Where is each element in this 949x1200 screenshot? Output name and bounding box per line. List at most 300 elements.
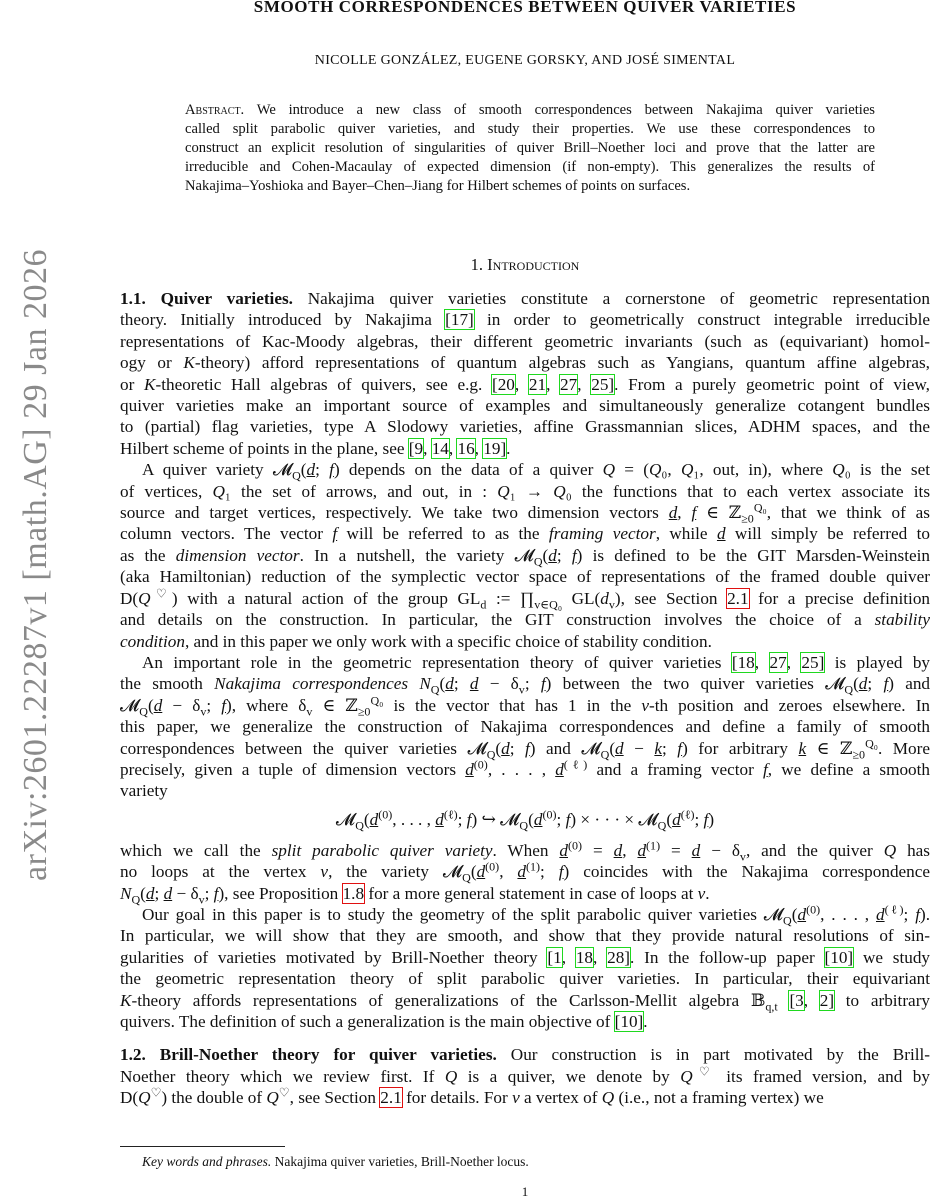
text-run: , and in this paper we only work with a specific choice of stability condition. xyxy=(184,631,712,651)
underlined-vector: d xyxy=(476,862,486,882)
text-run: and details on the construction. In particular, the GIT construction involves the choice of a xyxy=(120,610,875,630)
superscript: ♡ xyxy=(692,1064,716,1079)
text-line xyxy=(120,545,930,569)
footnote xyxy=(142,1154,529,1170)
underlined-vector: d xyxy=(613,840,623,860)
text-run: Nakajima quiver varieties constitute a cornerstone of geometric representation xyxy=(292,289,930,308)
text-run: ( xyxy=(470,862,477,882)
italic-text: Q xyxy=(266,1088,279,1108)
text-run: as the xyxy=(120,545,176,565)
text-run: has xyxy=(896,840,930,860)
italic-text: Q xyxy=(648,460,662,480)
underlined-vector: d xyxy=(163,883,173,903)
text-run: ∈ ℤ xyxy=(312,695,358,715)
subscript: Q xyxy=(519,818,529,833)
text-line xyxy=(120,374,930,395)
text-run: for details. For xyxy=(401,1088,513,1108)
superscript: (1) xyxy=(526,859,541,874)
underlined-vector: d xyxy=(548,545,557,565)
text-run: ; xyxy=(556,545,572,565)
text-run: ) is defined to be the GIT Marsden-Weinstein xyxy=(576,545,930,565)
text-run: or xyxy=(120,374,145,394)
text-run: ), see Proposition xyxy=(218,883,343,903)
text-run: called split parabolic quiver varieties, and study their properties. We use these correspondences to xyxy=(185,121,875,137)
superscript: (0) xyxy=(542,807,557,822)
text-run: ∈ ℤ xyxy=(806,738,853,758)
text-run: , we define a smooth xyxy=(767,759,931,779)
paragraph-goal xyxy=(120,904,930,1032)
text-run: , while xyxy=(655,524,717,544)
text-line xyxy=(120,523,930,544)
text-run: , xyxy=(677,503,692,523)
text-line xyxy=(120,947,930,968)
text-line xyxy=(120,500,930,526)
text-line xyxy=(185,139,875,158)
superscript: Q₀ xyxy=(753,500,767,515)
underlined-vector: f xyxy=(691,503,697,523)
text-run: ; xyxy=(540,862,559,882)
text-line xyxy=(120,716,930,737)
text-line xyxy=(120,438,930,459)
underlined-vector: f xyxy=(332,524,338,544)
citation-link[interactable]: [10] xyxy=(614,1012,644,1031)
text-run: ) for arbitrary xyxy=(682,738,799,758)
text-run: − δ xyxy=(478,674,519,694)
paragraph-nakajima-correspondences xyxy=(120,652,930,802)
text-run: in order to geometrically construct integrable irreducible xyxy=(473,310,930,330)
display-equation xyxy=(120,808,930,832)
superscript: (0) xyxy=(473,757,488,772)
text-run: which we call the xyxy=(120,840,272,860)
text-run: ( xyxy=(853,674,859,694)
text-line xyxy=(185,101,875,120)
text-line xyxy=(185,158,875,177)
text-run: 𝓜 xyxy=(335,809,356,829)
text-run: , xyxy=(577,374,592,394)
text-run: is a quiver, we denote by xyxy=(457,1066,681,1086)
text-run: ₀ the functions that to each vertex associate its xyxy=(565,481,931,501)
text-run: − δ xyxy=(172,883,199,903)
text-run: construct an explicit resolution of singularities of quiver Brill–Noether loci and prove that the latter are xyxy=(185,140,875,156)
italic-text: Q xyxy=(832,460,845,480)
text-run: (aka Hamiltonian) reduction of the symplectic vector space of representations of the framed double quiver xyxy=(120,567,930,587)
subscript: q,t xyxy=(765,999,778,1014)
text-run: Nakajima–Yoshioka and Bayer–Chen–Jiang for Hilbert schemes of points on surfaces. xyxy=(185,178,691,194)
citation-link[interactable]: 14 xyxy=(431,438,449,458)
underlined-vector: d xyxy=(153,695,163,715)
subscript: ≥0 xyxy=(741,511,754,526)
text-run: (i.e., not a framing vertex) we xyxy=(614,1088,824,1108)
superscript: (1) xyxy=(646,838,661,853)
underlined-vector: d xyxy=(615,738,624,758)
underlined-vector: f xyxy=(558,862,564,882)
text-run: , xyxy=(803,990,820,1010)
superscript: Q₀ xyxy=(865,735,878,750)
text-run: variety xyxy=(120,781,168,801)
underlined-vector: d xyxy=(469,674,479,694)
subscript: Q xyxy=(844,682,854,697)
underlined-vector: d xyxy=(716,524,726,544)
underlined-vector: d xyxy=(501,738,510,758)
text-run: We introduce a new class of smooth correspondences between Nakajima quiver varieties xyxy=(244,102,875,118)
text-line xyxy=(120,288,930,309)
text-line xyxy=(120,902,931,928)
text-run: -th position and zeroes elsewhere. In xyxy=(648,695,931,715)
underlined-vector: k xyxy=(798,738,807,758)
subscript: ≥0 xyxy=(357,704,371,719)
text-run: ) and xyxy=(888,674,931,694)
citation-link[interactable]: [17] xyxy=(445,310,474,330)
underlined-vector: f xyxy=(571,545,577,565)
text-line xyxy=(120,692,931,719)
underlined-vector: f xyxy=(883,674,889,694)
paragraph-split-parabolic xyxy=(120,840,930,904)
subscript: v xyxy=(198,892,205,906)
text-line xyxy=(120,1087,930,1108)
underlined-vector: d xyxy=(637,840,647,860)
paper-title: SMOOTH CORRESPONDENCES BETWEEN QUIVER VARIETIES xyxy=(253,0,797,16)
text-run: to arbitrary xyxy=(834,990,931,1010)
text-run: ₁ → xyxy=(509,481,554,501)
subscript: v xyxy=(739,849,746,864)
italic-text: Nakajima correspondences N xyxy=(214,674,431,694)
text-line xyxy=(120,1066,930,1087)
italic-text: Q xyxy=(444,1066,458,1086)
text-line xyxy=(120,968,930,989)
bold-heading: 1.1. Quiver varieties. xyxy=(120,289,293,308)
underlined-vector: f xyxy=(540,674,546,694)
subscript: Q xyxy=(430,682,440,697)
text-run: = xyxy=(582,840,614,860)
citation-link[interactable]: 16 xyxy=(457,438,475,458)
underlined-vector: f xyxy=(213,883,219,903)
italic-text: Q xyxy=(553,481,566,501)
text-run: = xyxy=(660,840,692,860)
citation-link[interactable]: 28] xyxy=(607,947,631,967)
underlined-vector: f xyxy=(677,738,683,758)
subscript: Q xyxy=(139,704,148,719)
text-run: will simply be referred to xyxy=(725,524,930,544)
text-run: ) xyxy=(708,809,715,829)
text-run: . xyxy=(705,883,710,903)
text-run: theory. Initially introduced by Nakajima xyxy=(120,310,446,330)
italic-text: v xyxy=(512,1088,520,1108)
text-run: ) × · · · × 𝓜 xyxy=(570,809,658,829)
text-run: , that we think of as xyxy=(766,503,930,523)
body-text xyxy=(120,288,930,1109)
text-line xyxy=(120,652,930,673)
text-line xyxy=(185,120,875,139)
text-run: . More xyxy=(877,738,930,758)
underlined-vector: d xyxy=(369,809,379,829)
superscript: (ℓ) xyxy=(884,902,904,917)
underlined-vector: d xyxy=(465,759,474,779)
text-run: will be referred to as the xyxy=(337,524,549,544)
text-run: quiver varieties make an important source of examples and simultaneously generalize cotangent bundles xyxy=(120,396,930,416)
page-number: 1 xyxy=(521,1184,529,1199)
underlined-vector: d xyxy=(533,809,543,829)
footnote-text: Nakajima quiver varieties, Brill-Noether locus. xyxy=(271,1154,529,1169)
text-run: , xyxy=(561,947,576,967)
subscript: Q xyxy=(486,746,496,761)
text-run: gularities of varieties motivated by Brill-Noether theory xyxy=(120,947,548,967)
text-line xyxy=(120,883,930,904)
text-line xyxy=(120,780,930,801)
underlined-vector: f xyxy=(525,738,530,758)
text-line xyxy=(120,395,930,416)
text-run: GL( xyxy=(562,588,601,608)
text-run: . xyxy=(506,438,511,458)
text-run: An important role in the geometric representation theory of quiver varieties xyxy=(142,652,732,672)
text-run: ogy or xyxy=(120,353,184,373)
text-run: ₀ is the set xyxy=(844,460,931,480)
text-run: ( xyxy=(542,545,549,565)
text-line xyxy=(120,838,930,864)
text-run: D( xyxy=(120,588,139,608)
footnote-rule xyxy=(120,1146,285,1147)
text-run: for a more general statement in case of loops at xyxy=(364,883,698,903)
citation-link[interactable]: 19] xyxy=(483,438,507,458)
citation-link[interactable]: [9 xyxy=(408,438,424,458)
italic-text: K xyxy=(144,374,156,394)
text-run: column vectors. The vector xyxy=(120,524,333,544)
text-run: is played by xyxy=(824,652,931,672)
citation-link[interactable]: 27 xyxy=(769,652,787,672)
subscript: v∈Q₀ xyxy=(534,597,563,612)
text-run: ; xyxy=(556,809,566,829)
text-run: Hilbert scheme of points in the plane, see xyxy=(120,438,409,458)
text-run: the smooth xyxy=(120,674,215,694)
text-run: ; xyxy=(524,674,541,694)
text-line xyxy=(120,609,930,630)
text-line xyxy=(120,925,930,946)
superscript: (0) xyxy=(485,859,500,874)
text-run: . In a nutshell, the variety 𝓜 xyxy=(299,545,534,565)
text-run: ). xyxy=(920,904,931,924)
subscript: Q xyxy=(131,892,141,906)
superscript: ♡ xyxy=(150,585,172,600)
text-run: ₀, xyxy=(661,460,681,480)
reference-link[interactable]: 2.1 xyxy=(727,588,749,608)
text-line xyxy=(120,481,930,502)
text-run: ; xyxy=(154,883,164,903)
small-caps-label: Abstract. xyxy=(185,102,245,118)
text-run: 𝓜 xyxy=(120,695,140,715)
text-run: ; xyxy=(204,883,214,903)
text-line xyxy=(120,673,931,697)
text-run: ( xyxy=(363,809,370,829)
text-run: ; xyxy=(206,695,222,715)
text-run: ( xyxy=(300,460,307,480)
underlined-vector: d xyxy=(559,840,568,860)
text-line xyxy=(120,990,931,1014)
text-run: , xyxy=(622,840,638,860)
subscript: Q xyxy=(355,818,364,833)
text-run: − xyxy=(623,738,655,758)
text-run: source and target vertices, respectively. We take two dimension vectors xyxy=(120,503,669,523)
text-run: , xyxy=(786,652,802,672)
italic-text: Q xyxy=(138,1088,151,1108)
superscript: ♡ xyxy=(278,1085,290,1100)
citation-link[interactable]: 27 xyxy=(560,374,578,394)
italic-text: N xyxy=(120,883,132,903)
superscript: (0) xyxy=(568,838,583,853)
underlined-vector: d xyxy=(145,883,155,903)
text-run: ; xyxy=(662,738,678,758)
italic-text: Q xyxy=(680,1066,693,1086)
text-run: ∈ ℤ xyxy=(696,503,742,523)
superscript: (0) xyxy=(378,807,393,822)
italic-text: v xyxy=(320,862,329,882)
text-run: for a precise definition xyxy=(748,588,931,608)
citation-link[interactable]: [20 xyxy=(491,374,515,394)
text-run: . When xyxy=(492,840,560,860)
text-run: and a framing vector xyxy=(587,759,764,779)
text-run: ; xyxy=(509,738,526,758)
italic-text: K xyxy=(183,353,195,373)
text-run: , . . . , xyxy=(487,759,556,779)
text-run: ₁, out, in), where xyxy=(693,460,833,480)
text-line xyxy=(120,735,930,761)
text-run: A quiver variety 𝓜 xyxy=(142,460,293,480)
citation-link[interactable]: 18 xyxy=(575,947,594,967)
subscript: v xyxy=(608,597,615,612)
underlined-vector: f xyxy=(703,809,709,829)
text-run: ; xyxy=(457,809,467,829)
underlined-vector: d xyxy=(876,904,885,924)
paragraph-brill-noether xyxy=(120,1044,930,1108)
text-run: ( xyxy=(495,738,502,758)
text-run: , xyxy=(546,374,561,394)
italic-text: stability xyxy=(874,610,930,630)
text-run: ), where δ xyxy=(226,695,307,715)
text-run: its framed version, and by xyxy=(715,1066,930,1086)
italic-text: v xyxy=(697,883,706,903)
text-run: , xyxy=(474,438,484,458)
text-run: , and the quiver xyxy=(745,840,884,860)
text-line xyxy=(120,1011,930,1032)
text-run: ; xyxy=(453,674,470,694)
text-run: ( xyxy=(147,695,154,715)
text-line xyxy=(120,566,930,587)
text-run: . xyxy=(643,1012,648,1031)
text-line xyxy=(120,1044,930,1065)
text-line xyxy=(120,859,931,885)
underlined-vector: f xyxy=(466,809,472,829)
italic-text: Q xyxy=(601,1088,615,1108)
italic-text: framing vector xyxy=(548,524,656,544)
superscript: (ℓ) xyxy=(563,757,588,772)
citation-link[interactable]: [10] xyxy=(824,947,854,967)
text-run: − δ xyxy=(162,695,201,715)
text-run: ) with a natural action of the group GL xyxy=(171,588,481,608)
citation-link[interactable]: [18 xyxy=(731,652,755,672)
text-run: -theory affords representations of generalizations of the Carlsson-Mellit algebra 𝔹 xyxy=(131,990,766,1010)
subscript: d xyxy=(480,597,487,612)
underlined-vector: d xyxy=(691,840,701,860)
underlined-vector: d xyxy=(672,809,681,829)
text-run: to (partial) flag varieties, type A Slodowy varieties, affine Grassmannian slices, ADHM spaces, and the xyxy=(120,417,930,437)
italic-text: d xyxy=(600,588,609,608)
underlined-vector: d xyxy=(306,460,316,480)
subscript: Q xyxy=(783,913,792,928)
text-run: , the variety 𝓜 xyxy=(328,862,463,882)
text-run: a vertex of xyxy=(519,1088,602,1108)
text-run: Our construction is in part motivated by the Brill- xyxy=(496,1045,931,1065)
italic-text: condition xyxy=(120,631,185,651)
reference-link[interactable]: 1.8 xyxy=(342,883,365,903)
superscript: (ℓ) xyxy=(443,807,458,822)
underlined-vector: f xyxy=(565,809,571,829)
text-line xyxy=(120,585,931,612)
abstract xyxy=(185,101,875,196)
reference-link[interactable]: 2.1 xyxy=(380,1088,402,1108)
text-run: ) coincides with the Nakajima correspondence xyxy=(563,862,931,882)
text-run: , xyxy=(423,438,432,458)
footnote-label: Key words and phrases. xyxy=(142,1154,272,1169)
text-run: ) between the two quiver varieties 𝓜 xyxy=(545,674,845,694)
text-run: ( xyxy=(609,738,616,758)
text-run: ₁ the set of arrows, and out, in : xyxy=(224,481,498,501)
citation-link[interactable]: 25] xyxy=(801,652,825,672)
paragraph-quiver-varieties xyxy=(120,288,930,459)
text-run: irreducible and Cohen-Macaulay of expected dimension (if non-empty). This generalizes the results of xyxy=(185,159,875,175)
text-run: ) and 𝓜 xyxy=(529,738,601,758)
underlined-vector: f xyxy=(915,904,920,924)
citation-link[interactable]: 25] xyxy=(591,374,615,394)
underlined-vector: d xyxy=(435,809,444,829)
text-run: , see Section xyxy=(289,1088,381,1108)
text-line xyxy=(120,459,931,483)
text-run: Noether theory which we review first. If xyxy=(120,1066,445,1086)
subscript: Q xyxy=(657,818,667,833)
text-run: ; xyxy=(903,904,916,924)
italic-text: split parabolic quiver variety xyxy=(271,840,493,860)
text-run: ) depends on the data of a quiver xyxy=(333,460,603,480)
text-run: ( xyxy=(791,904,798,924)
superscript: (0) xyxy=(806,902,821,917)
bold-heading: 1.2. Brill-Noether theory for quiver varieties. xyxy=(120,1045,497,1065)
text-run: := ∏ xyxy=(486,588,535,608)
text-run: , xyxy=(448,438,458,458)
text-line xyxy=(120,759,930,780)
text-run: . In the follow-up paper xyxy=(630,947,825,967)
subscript: Q xyxy=(462,870,471,885)
text-run: we study xyxy=(853,947,931,967)
text-run: ; xyxy=(867,674,884,694)
citation-link[interactable]: 2] xyxy=(819,990,835,1010)
citation-link[interactable]: 21 xyxy=(528,374,547,394)
subscript: Q xyxy=(533,554,543,569)
text-run: , . . . , xyxy=(820,904,876,924)
italic-text: Q xyxy=(212,481,225,501)
text-run: quivers. The definition of such a generalization is the main objective of xyxy=(120,1012,615,1031)
text-run: representations of Kac-Moody algebras, their different geometric invariants (such as (equivariant) homol- xyxy=(120,331,930,351)
text-run: the geometric representation theory of split parabolic quiver varieties. In particular, their equivariant xyxy=(120,969,930,989)
superscript: ♡ xyxy=(150,1085,162,1100)
italic-text: Q xyxy=(883,840,897,860)
citation-link[interactable]: [3 xyxy=(789,990,804,1010)
italic-text: Q xyxy=(497,481,510,501)
underlined-vector: d xyxy=(555,759,564,779)
text-run: ( xyxy=(439,674,446,694)
text-line xyxy=(120,631,930,652)
italic-text: K xyxy=(120,990,132,1010)
underlined-vector: d xyxy=(517,862,527,882)
citation-link[interactable]: [1 xyxy=(547,947,562,967)
text-line xyxy=(120,309,930,330)
underlined-vector: k xyxy=(654,738,662,758)
